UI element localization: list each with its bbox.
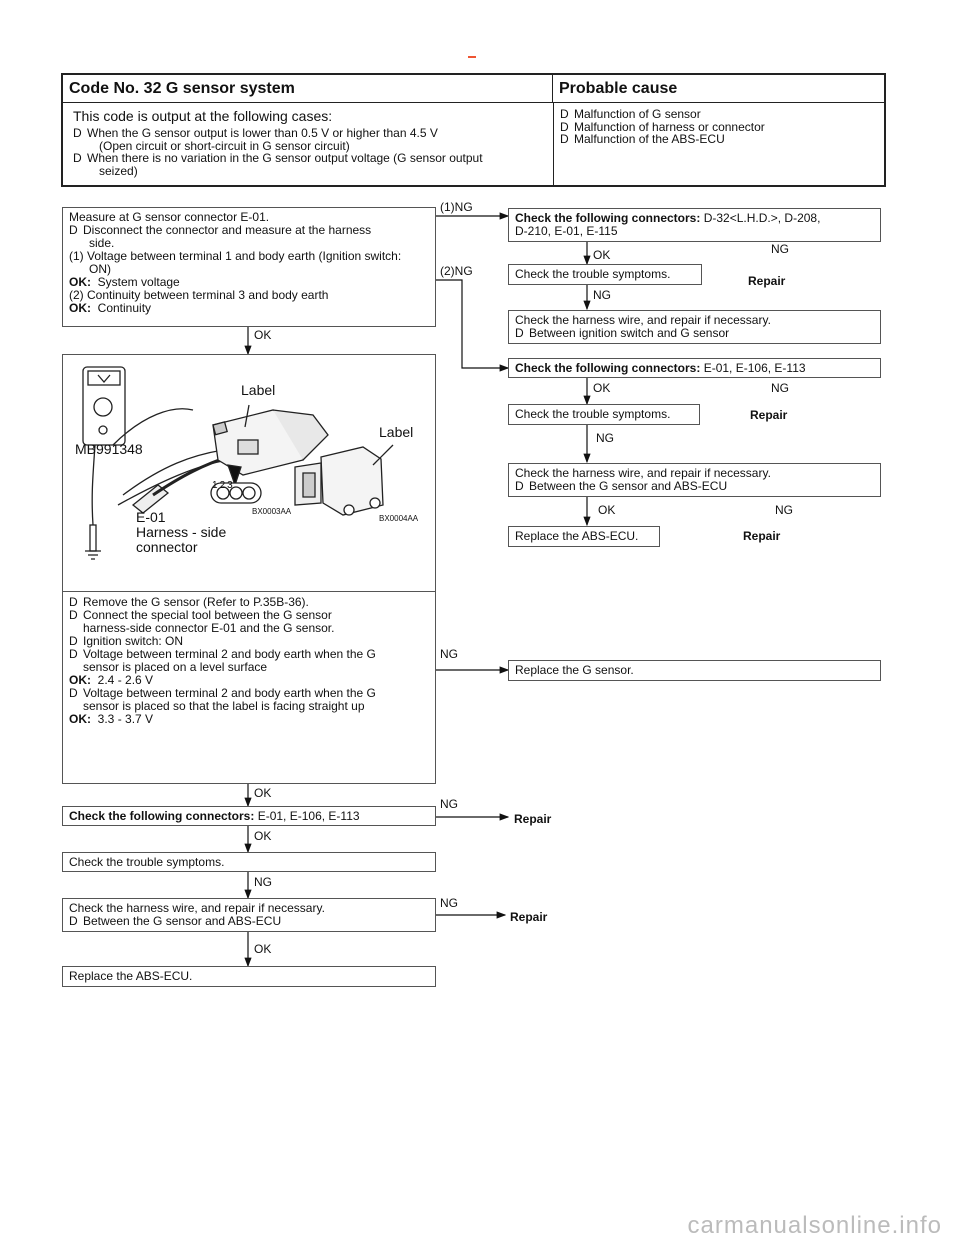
check-connectors-1: Check the following connectors: D-32<L.H.D.>, D-208, D-210, E-01, E-115 — [508, 208, 881, 242]
watermark: carmanualsonline.info — [687, 1212, 942, 1239]
r3-ok: OK — [598, 503, 616, 517]
measure-line4: (1) Voltage between terminal 1 and body earth (Ignition switch: — [69, 249, 402, 263]
measure-line2: D Disconnect the connector and measure at the harness — [69, 223, 372, 237]
cause-3: D Malfunction of the ABS-ECU — [560, 132, 725, 146]
measure-ok2: OK: Continuity — [69, 301, 152, 315]
b-repair2: Repair — [510, 910, 548, 924]
replace-ecu-bottom: Replace the ABS-ECU. — [62, 966, 436, 987]
gtest-steps: D Remove the G sensor (Refer to P.35B-36). D Connect the special tool between the G sensor harness-side connector E-01 and the G sensor. D Ignition switch: ON D Voltage between terminal 2 and body earth when the G sensor is placed on a level surface OK: 2.4 - 2.6 V D Voltage between terminal 2 and body earth when the G sensor is placed so that the label is facing straight up OK: 3.3 - 3.7 V — [69, 595, 376, 726]
label-callout-1: Label — [241, 382, 276, 398]
r1-repair: Repair — [748, 274, 786, 288]
r2-ng: NG — [771, 381, 789, 395]
measure-box — [62, 207, 436, 327]
measure-line7: (2) Continuity between terminal 3 and body earth — [69, 288, 329, 302]
b-ok2: OK — [254, 829, 272, 843]
ng1-label: (1)NG — [440, 200, 473, 214]
measure-ok-label: OK — [254, 328, 272, 342]
case-intro: This code is output at the following cases: — [73, 108, 333, 124]
measure-line1: Measure at G sensor connector E-01. — [69, 210, 270, 224]
r2-ok: OK — [593, 381, 611, 395]
b-ng3: NG — [440, 896, 458, 910]
check-connectors-2: Check the following connectors: E-01, E-106, E-113 — [508, 358, 881, 378]
gtest-box — [62, 354, 436, 784]
measure-line3: side. — [89, 236, 115, 250]
harness-check-1: Check the harness wire, and repair if necessary. D Between ignition switch and G sensor — [508, 310, 881, 344]
r2-ng2: NG — [596, 431, 614, 445]
label-callout-2: Label — [379, 424, 414, 440]
trouble-symptoms-1: Check the trouble symptoms. — [508, 264, 702, 285]
r2-repair: Repair — [750, 408, 788, 422]
r1-ng2: NG — [593, 288, 611, 302]
pin-labels: 123 — [212, 480, 235, 491]
ng2-label: (2)NG — [440, 264, 473, 278]
r3-repair: Repair — [743, 529, 781, 543]
tool-number: MB991348 — [75, 441, 143, 457]
trouble-symptoms-bottom: Check the trouble symptoms. — [62, 852, 436, 872]
connector-caption: E-01 Harness - side connector — [136, 509, 227, 555]
replace-ecu-right: Replace the ABS-ECU. — [508, 526, 660, 547]
b-ok1: OK — [254, 786, 272, 800]
case-2b: seized) — [99, 163, 138, 178]
code-title: Code No. 32 G sensor system — [63, 75, 553, 103]
check-connectors-bottom: Check the following connectors: E-01, E-106, E-113 — [62, 806, 436, 826]
trouble-symptoms-2: Check the trouble symptoms. — [508, 404, 700, 425]
r3-ng: NG — [775, 503, 793, 517]
figure-code-1: BX0003AA — [252, 507, 292, 516]
b-ok3: OK — [254, 942, 272, 956]
harness-check-2: Check the harness wire, and repair if necessary. D Between the G sensor and ABS-ECU — [508, 463, 881, 497]
cause-title: Probable cause — [553, 75, 884, 103]
figure-code-2: BX0004AA — [379, 514, 419, 523]
b-ng2: NG — [254, 875, 272, 889]
measure-line5: ON) — [89, 262, 111, 276]
r1-ok: OK — [593, 248, 611, 262]
gtest-divider — [63, 591, 435, 592]
measure-ok1: OK: System voltage — [69, 275, 180, 289]
cause-2: D Malfunction of harness or connector — [560, 119, 765, 134]
b-repair1: Repair — [514, 812, 552, 826]
gtest-ng: NG — [440, 647, 458, 661]
harness-check-bottom: Check the harness wire, and repair if necessary. D Between the G sensor and ABS-ECU — [62, 898, 436, 932]
case-2: D When there is no variation in the G sensor output voltage (G sensor output — [73, 151, 483, 165]
b-ng1: NG — [440, 797, 458, 811]
case-1b: (Open circuit or short-circuit in G sensor circuit) — [99, 138, 350, 153]
cause-1: D Malfunction of G sensor — [560, 107, 701, 121]
replace-g-sensor: Replace the G sensor. — [508, 660, 881, 681]
r1-ng: NG — [771, 242, 789, 256]
case-1: D When the G sensor output is lower than 0.5 V or higher than 4.5 V — [73, 126, 438, 140]
